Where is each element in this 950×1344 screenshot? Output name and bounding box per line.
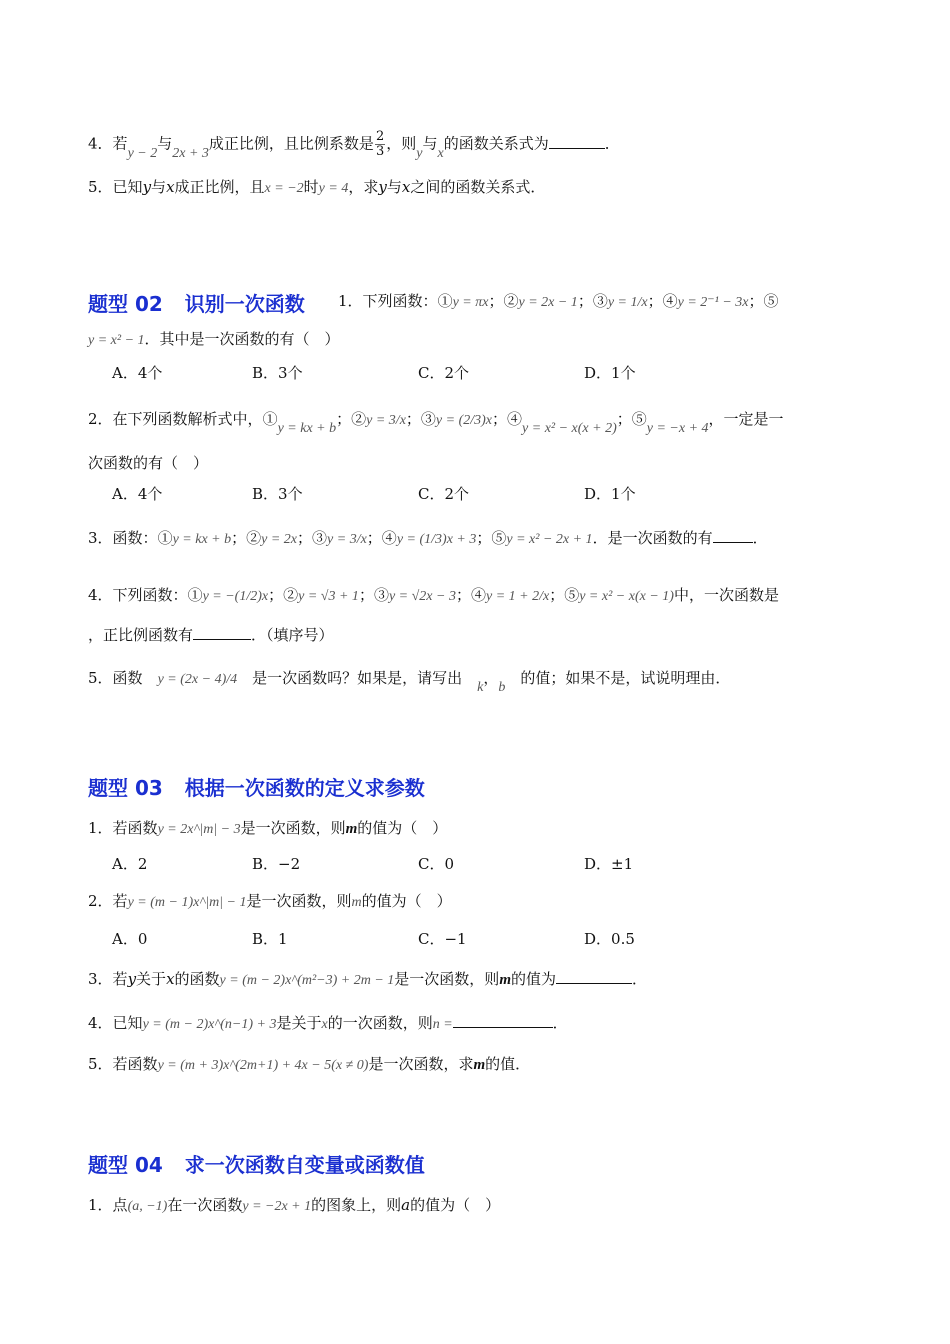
item-marker: ；③ <box>577 292 608 310</box>
section-tag: 题型 03 <box>88 776 163 800</box>
section-heading-02 <box>88 288 305 317</box>
question-number: 2． <box>88 410 113 428</box>
text: ．（填序号） <box>251 626 334 644</box>
answer-blank[interactable] <box>453 1013 553 1028</box>
question-s3-q5 <box>88 1053 530 1077</box>
item-marker: ① <box>262 410 278 428</box>
math-expression: y = √2x − 3 <box>388 589 456 604</box>
math-expression: y = (1/3)x + 3 <box>396 532 477 547</box>
math-variable: x <box>401 178 411 196</box>
text: 点 <box>112 1196 128 1214</box>
math-variable: a <box>401 1196 411 1214</box>
text: 函数 <box>112 669 143 687</box>
section-tag: 题型 04 <box>88 1153 163 1177</box>
text: ， <box>483 669 499 687</box>
question-number: 3． <box>88 970 113 988</box>
option-c[interactable]: C．2个 <box>418 364 470 382</box>
answer-blank[interactable] <box>549 134 605 149</box>
item-marker: ；② <box>336 410 367 428</box>
math-expression: n = <box>432 1017 453 1032</box>
math-expression: y = (m − 1)x^|m| − 1 <box>127 895 247 910</box>
section-title: 根据一次函数的定义求参数 <box>184 776 425 800</box>
question-s2-q2-cont: 次函数的有（ ） <box>88 454 209 472</box>
question-number: 3． <box>88 529 113 547</box>
option-d[interactable]: D．1个 <box>584 364 636 382</box>
text: 是关于 <box>276 1014 322 1032</box>
question-number: 5． <box>88 669 113 687</box>
text: 的值为（ ） <box>357 819 448 837</box>
math-expression: y = x² − 2x + 1 <box>506 532 593 547</box>
option-c[interactable]: C．2个 <box>418 485 470 503</box>
section-heading-04 <box>88 1149 425 1178</box>
math-expression: y = kx + b <box>172 532 232 547</box>
math-variable: y <box>416 145 423 161</box>
option-d[interactable]: D．±1 <box>584 855 634 873</box>
text: 关于 <box>136 970 167 988</box>
section-title: 识别一次函数 <box>184 292 305 316</box>
item-marker: ；④ <box>366 529 397 547</box>
math-variable: y <box>142 178 152 196</box>
item-marker: ；③ <box>358 586 389 604</box>
answer-blank[interactable] <box>193 625 251 640</box>
text: 的一次函数，则 <box>327 1014 433 1032</box>
question-s3-q2 <box>88 890 452 914</box>
math-expression: y = πx <box>452 295 489 310</box>
question-number: 4． <box>88 134 113 153</box>
math-variable: x <box>166 970 175 988</box>
text: 与 <box>157 134 173 153</box>
answer-blank[interactable] <box>556 969 632 984</box>
math-expression: y = 3/x <box>327 532 367 547</box>
question-number: 1． <box>88 819 113 837</box>
item-marker: ；⑤ <box>549 586 580 604</box>
question-s2-q1-cont <box>88 328 340 352</box>
question-s2-q3 <box>88 527 768 551</box>
question-number: 5． <box>88 1055 113 1073</box>
text: 已知 <box>112 1014 143 1032</box>
text: 是一次函数，则 <box>240 819 346 837</box>
math-variable: y <box>378 178 387 196</box>
text: ，则 <box>386 134 417 153</box>
text: ．其中是一次函数的有（ ） <box>144 330 340 348</box>
math-expression: y = (2/3)x <box>435 413 493 428</box>
text: ，一定是一 <box>708 410 784 428</box>
text: 时 <box>303 178 319 196</box>
math-expression: y = 2⁻¹ − 3x <box>677 295 749 310</box>
item-marker: ；② <box>488 292 519 310</box>
math-expression: x = −2 <box>264 181 304 196</box>
section-tag: 题型 02 <box>88 292 163 316</box>
math-expression: y = (m + 3)x^(2m+1) + 4x − 5(x ≠ 0) <box>157 1058 369 1073</box>
item-marker: ；② <box>231 529 262 547</box>
text: 的值为 <box>510 970 556 988</box>
question-s2-q1 <box>338 290 779 314</box>
text: 若 <box>112 970 128 988</box>
math-expression: y = −(1/2)x <box>202 589 269 604</box>
question-s2-q4 <box>88 584 779 608</box>
text: 是一次函数，求 <box>368 1055 474 1073</box>
math-variable: k <box>477 680 484 695</box>
math-expression: (a, −1) <box>127 1199 168 1214</box>
math-expression: y = −x + 4 <box>646 421 709 436</box>
text: 函数： <box>112 529 158 547</box>
math-expression: y = 1 + 2/x <box>485 589 550 604</box>
text: 与 <box>386 178 402 196</box>
math-variable: m <box>473 1057 486 1073</box>
text: 若 <box>112 892 128 910</box>
text: ． <box>632 970 648 988</box>
text: 若函数 <box>112 819 158 837</box>
text: 的图象上，则 <box>311 1196 402 1214</box>
text: 的函数 <box>174 970 220 988</box>
question-number: 4． <box>88 1014 113 1032</box>
math-expression: y − 2 <box>127 145 158 161</box>
question-number: 4． <box>88 586 113 604</box>
math-expression: y = x² − x(x − 1) <box>579 589 674 604</box>
text: ，求 <box>348 178 379 196</box>
text: ． <box>752 529 768 547</box>
option-a[interactable]: A．4个 <box>112 364 163 382</box>
text: ．是一次函数的有 <box>592 529 713 547</box>
option-c[interactable]: C．0 <box>418 855 455 873</box>
text: 是一次函数，则 <box>246 892 352 910</box>
option-b[interactable]: B．1 <box>252 930 288 948</box>
text: 若 <box>112 134 128 153</box>
math-expression: y = 2x <box>261 532 298 547</box>
text: 已知 <box>112 178 143 196</box>
item-marker: ；③ <box>405 410 436 428</box>
math-expression: y = 4 <box>318 181 349 196</box>
text: 是一次函数，则 <box>394 970 500 988</box>
question-number: 2． <box>88 892 113 910</box>
item-marker: ；③ <box>297 529 328 547</box>
item-marker: ；⑤ <box>476 529 507 547</box>
text: 成正比例，且 <box>174 178 265 196</box>
math-expression: y = x² − 1 <box>88 333 145 348</box>
section-title: 求一次函数自变量或函数值 <box>184 1153 425 1177</box>
numerator: 2 <box>375 129 385 144</box>
item-marker: ① <box>437 292 453 310</box>
math-variable: b <box>498 680 506 695</box>
text: 下列函数： <box>362 292 438 310</box>
question-number: 1． <box>338 292 363 310</box>
item-marker: ① <box>187 586 203 604</box>
question-s1-q5 <box>88 176 545 200</box>
option-c[interactable]: C．−1 <box>418 930 467 948</box>
math-variable: x <box>321 1017 328 1032</box>
math-expression: y = 2x − 1 <box>518 295 578 310</box>
math-expression: y = √3 + 1 <box>298 589 359 604</box>
text: 的值． <box>485 1055 531 1073</box>
question-s1-q4 <box>88 130 620 159</box>
text: 中，一次函数是 <box>673 586 779 604</box>
text: 的值；如果不是，试说明理由． <box>520 669 731 687</box>
math-variable: m <box>345 821 358 837</box>
question-number: 1． <box>88 1196 113 1214</box>
question-s3-q3 <box>88 968 647 992</box>
question-s3-q1 <box>88 817 447 841</box>
math-expression: y = 1/x <box>607 295 648 310</box>
option-b[interactable]: B．−2 <box>252 855 301 873</box>
item-marker: ；⑤ <box>748 292 779 310</box>
text: 与 <box>151 178 167 196</box>
option-d[interactable]: D．1个 <box>584 485 636 503</box>
math-variable: m <box>351 895 362 910</box>
section-heading-03 <box>88 772 425 801</box>
question-s3-q4 <box>88 1012 568 1036</box>
math-expression: y = kx + b <box>277 421 337 436</box>
item-marker: ；④ <box>455 586 486 604</box>
denominator: 3 <box>375 144 385 159</box>
question-number: 5． <box>88 178 113 196</box>
question-s4-q1 <box>88 1194 500 1218</box>
option-d[interactable]: D．0.5 <box>584 930 635 948</box>
item-marker: ① <box>157 529 173 547</box>
item-marker: ；② <box>268 586 299 604</box>
text: 与 <box>422 134 438 153</box>
text: 下列函数： <box>112 586 188 604</box>
text: 的值为（ ） <box>361 892 452 910</box>
math-variable: y <box>127 970 137 988</box>
option-a[interactable]: A．4个 <box>112 485 163 503</box>
math-expression: y = x² − x(x + 2) <box>522 421 617 436</box>
math-expression: y = 3/x <box>366 413 406 428</box>
question-s2-q2 <box>88 408 784 436</box>
text: ． <box>604 134 620 153</box>
option-b[interactable]: B．3个 <box>252 364 303 382</box>
text: 是一次函数吗？如果是，请写出 <box>252 669 463 687</box>
item-marker: ；④ <box>492 410 523 428</box>
text: 在下列函数解析式中， <box>112 410 263 428</box>
question-s2-q5 <box>88 667 731 695</box>
option-a[interactable]: A．2 <box>112 855 148 873</box>
text: ，正比例函数有 <box>88 626 194 644</box>
math-expression: y = (m − 2)x^(m²−3) + 2m − 1 <box>219 973 395 988</box>
math-expression: y = −2x + 1 <box>242 1199 312 1214</box>
item-marker: ；⑤ <box>616 410 647 428</box>
fraction <box>375 130 385 159</box>
math-expression: y = 2x^|m| − 3 <box>157 822 241 837</box>
text: 成正比例，且比例系数是 <box>208 134 374 153</box>
text: 在一次函数 <box>167 1196 243 1214</box>
math-expression: y = (m − 2)x^(n−1) + 3 <box>142 1017 277 1032</box>
option-b[interactable]: B．3个 <box>252 485 303 503</box>
option-a[interactable]: A．0 <box>112 930 148 948</box>
text: ． <box>552 1014 568 1032</box>
text: 之间的函数关系式． <box>410 178 546 196</box>
math-variable: x <box>437 145 444 161</box>
text: 若函数 <box>112 1055 158 1073</box>
math-expression: y = (2x − 4)/4 <box>157 672 238 687</box>
text: 的函数关系式为 <box>443 134 549 153</box>
answer-blank[interactable] <box>713 528 753 543</box>
math-expression: 2x + 3 <box>172 145 209 161</box>
math-variable: x <box>166 178 175 196</box>
item-marker: ；④ <box>647 292 678 310</box>
math-variable: m <box>499 972 511 988</box>
question-s2-q4-cont <box>88 624 334 646</box>
text: 的值为（ ） <box>410 1196 501 1214</box>
